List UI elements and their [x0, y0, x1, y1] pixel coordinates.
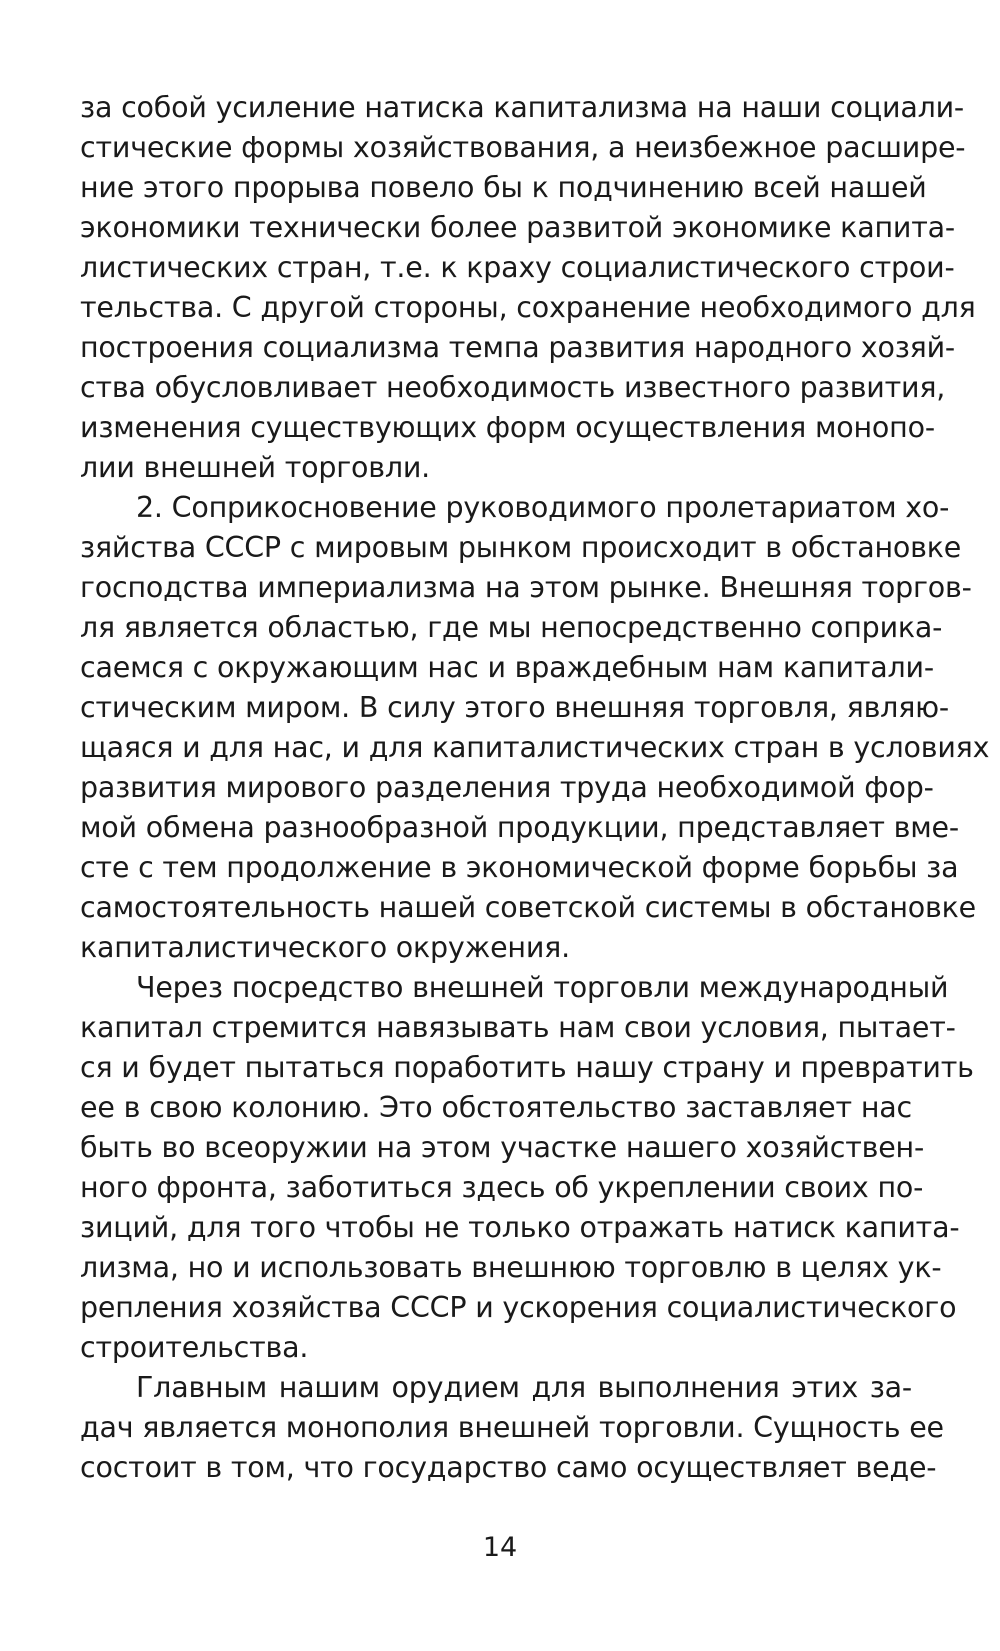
text-line: изменения существующих форм осуществления монопо-: [80, 411, 935, 444]
text-line: господства империализма на этом рынке. Внешняя торгов-: [80, 571, 972, 604]
paragraph: [80, 488, 990, 968]
text-line: мой обмена разнообразной продукции, представляет вме-: [80, 811, 959, 844]
text-line: экономики технически более развитой экономике капита-: [80, 211, 955, 244]
paragraph: [80, 968, 974, 1368]
text-line: ся и будет пытаться поработить нашу страну и превратить: [80, 1051, 974, 1084]
text-line: состоит в том, что государство само осуществляет веде-: [80, 1451, 937, 1484]
text-line: развития мирового разделения труда необходимой фор-: [80, 771, 934, 804]
text-line: ля является областью, где мы непосредственно соприка-: [80, 611, 943, 644]
text-line: Через посредство внешней торговли международный: [136, 971, 949, 1004]
text-line: стическим миром. В силу этого внешняя торговля, являю-: [80, 691, 950, 724]
text-line: саемся с окружающим нас и враждебным нам капитали-: [80, 651, 934, 684]
text-line: за собой усиление натиска капитализма на наши социали-: [80, 91, 965, 124]
page-number: 14: [482, 1532, 518, 1563]
text-line: ного фронта, заботиться здесь об укреплении своих по-: [80, 1171, 924, 1204]
text-line: 2. Соприкосновение руководимого пролетариатом хо-: [136, 491, 950, 524]
text-line: ее в свою колонию. Это обстоятельство заставляет нас: [80, 1091, 912, 1124]
text-line: Главным нашим орудием для выполнения этих за-: [136, 1371, 912, 1404]
text-line: щаяся и для нас, и для капиталистических стран в условиях: [80, 731, 990, 764]
text-line: лизма, но и использовать внешнюю торговлю в целях ук-: [80, 1251, 942, 1284]
text-line: строительства.: [80, 1331, 309, 1364]
text-line: ства обусловливает необходимость известного развития,: [80, 371, 946, 404]
text-line: стические формы хозяйствования, а неизбежное расшире-: [80, 131, 966, 164]
text-line: дач является монополия внешней торговли. Сущность ее: [80, 1411, 944, 1444]
text-line: самостоятельность нашей советской системы в обстановке: [80, 891, 976, 924]
text-line: построения социализма темпа развития народного хозяй-: [80, 331, 956, 364]
text-line: ние этого прорыва повело бы к подчинению всей нашей: [80, 171, 927, 204]
text-line: листических стран, т.е. к краху социалистического строи-: [80, 251, 955, 284]
paragraph: [80, 88, 976, 488]
text-line: репления хозяйства СССР и ускорения социалистического: [80, 1291, 957, 1324]
text-line: сте с тем продолжение в экономической форме борьбы за: [80, 851, 959, 884]
text-line: капитал стремится навязывать нам свои условия, пытает-: [80, 1011, 956, 1044]
text-line: капиталистического окружения.: [80, 931, 570, 964]
text-line: тельства. С другой стороны, сохранение необходимого для: [80, 291, 976, 324]
text-line: зяйства СССР с мировым рынком происходит в обстановке: [80, 531, 962, 564]
page-body: [80, 88, 990, 1488]
text-line: лии внешней торговли.: [80, 451, 431, 484]
text-line: зиций, для того чтобы не только отражать натиск капита-: [80, 1211, 960, 1244]
paragraph: [80, 1368, 944, 1488]
text-line: быть во всеоружии на этом участке нашего хозяйствен-: [80, 1131, 925, 1164]
